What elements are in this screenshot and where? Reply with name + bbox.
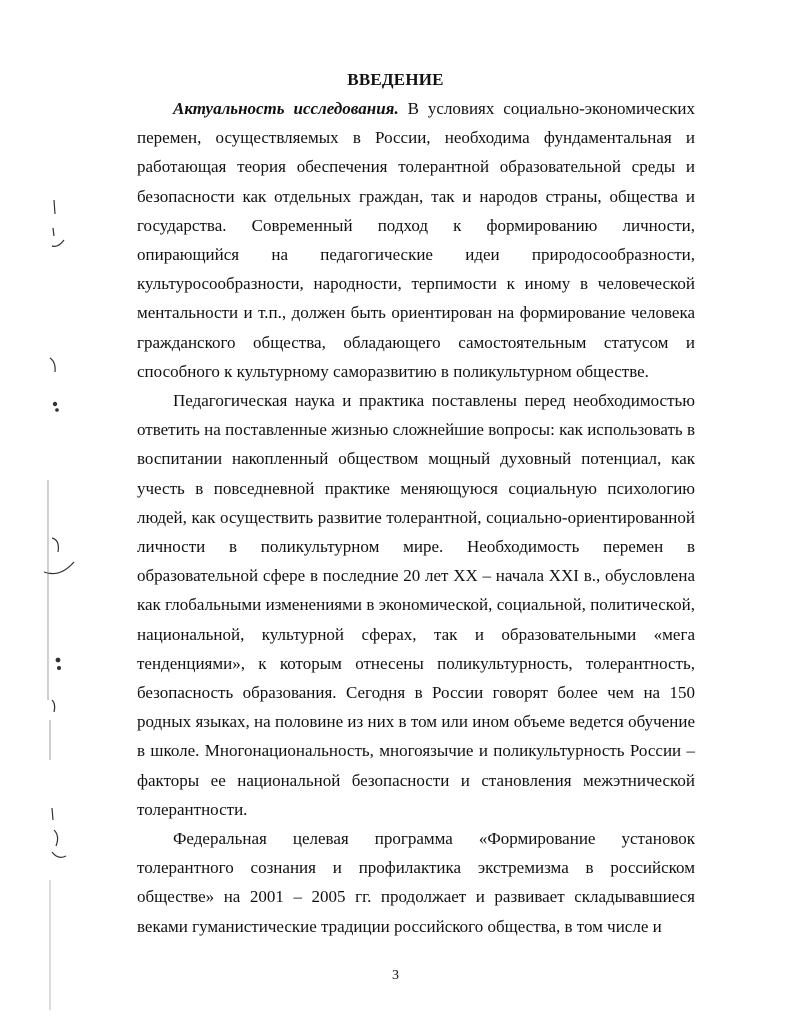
page-number: 3: [392, 968, 399, 983]
paragraph-2: Педагогическая наука и практика поставлены перед необходимостью ответить на поставленные жизнью сложнейшие вопросы: как использовать в воспитании накопленный обществом мощный духовный потенциал, как учесть в повседневной практике меняющуюся социальную психологию людей, как осуществить развитие толерантной, социально-ориентированной личности в поликультурном мире. Необходимость перемен в образовательной сфере в последние 20 лет ХХ – начала XXI в., обусловлена как глобальными изменениями в экономической, социальной, политической, национальной, культурной сферах, так и образовательными «мега тенденциями», к которым отнесены поликультурность, толерантность, безопасность образования. Сегодня в России говорят более чем на 150 родных языках, на половине из них в том или ином объеме ведется обучение в школе. Многонациональность, многоязычие и поликультурность России – факторы ее национальной безопасности и становления межэтнической толерантности.: [137, 391, 695, 819]
paragraph-3: Федеральная целевая программа «Формирование установок толерантного сознания и профилактика экстремизма в российском обществе» на 2001 – 2005 гг. продолжает и развивает складывавшиеся веками гуманистические традиции российского общества, в том числе и: [137, 829, 695, 936]
body-text: [137, 94, 695, 941]
paragraph-1-text: В условиях социально-экономических перемен, осуществляемых в России, необходима фундаментальная и работающая теория обеспечения толерантной образовательной среды и безопасности как отдельных граждан, так и народов страны, общества и государства. Современный подход к формированию личности, опирающийся на педагогические идеи природосообразности, культуросообразности, народности, терпимости к иному в человеческой ментальности и т.п., должен быть ориентирован на формирование человека гражданского общества, обладающего самостоятельным статусом и способного к культурному саморазвитию в поликультурном обществе.: [137, 99, 695, 381]
paragraph-lead: Актуальность исследования.: [173, 99, 399, 118]
scan-margin-artifacts: [0, 0, 90, 1019]
section-title: ВВЕДЕНИЕ: [347, 70, 444, 89]
paragraph-1: [137, 94, 695, 386]
scan-marks-graphic: [0, 0, 90, 1019]
